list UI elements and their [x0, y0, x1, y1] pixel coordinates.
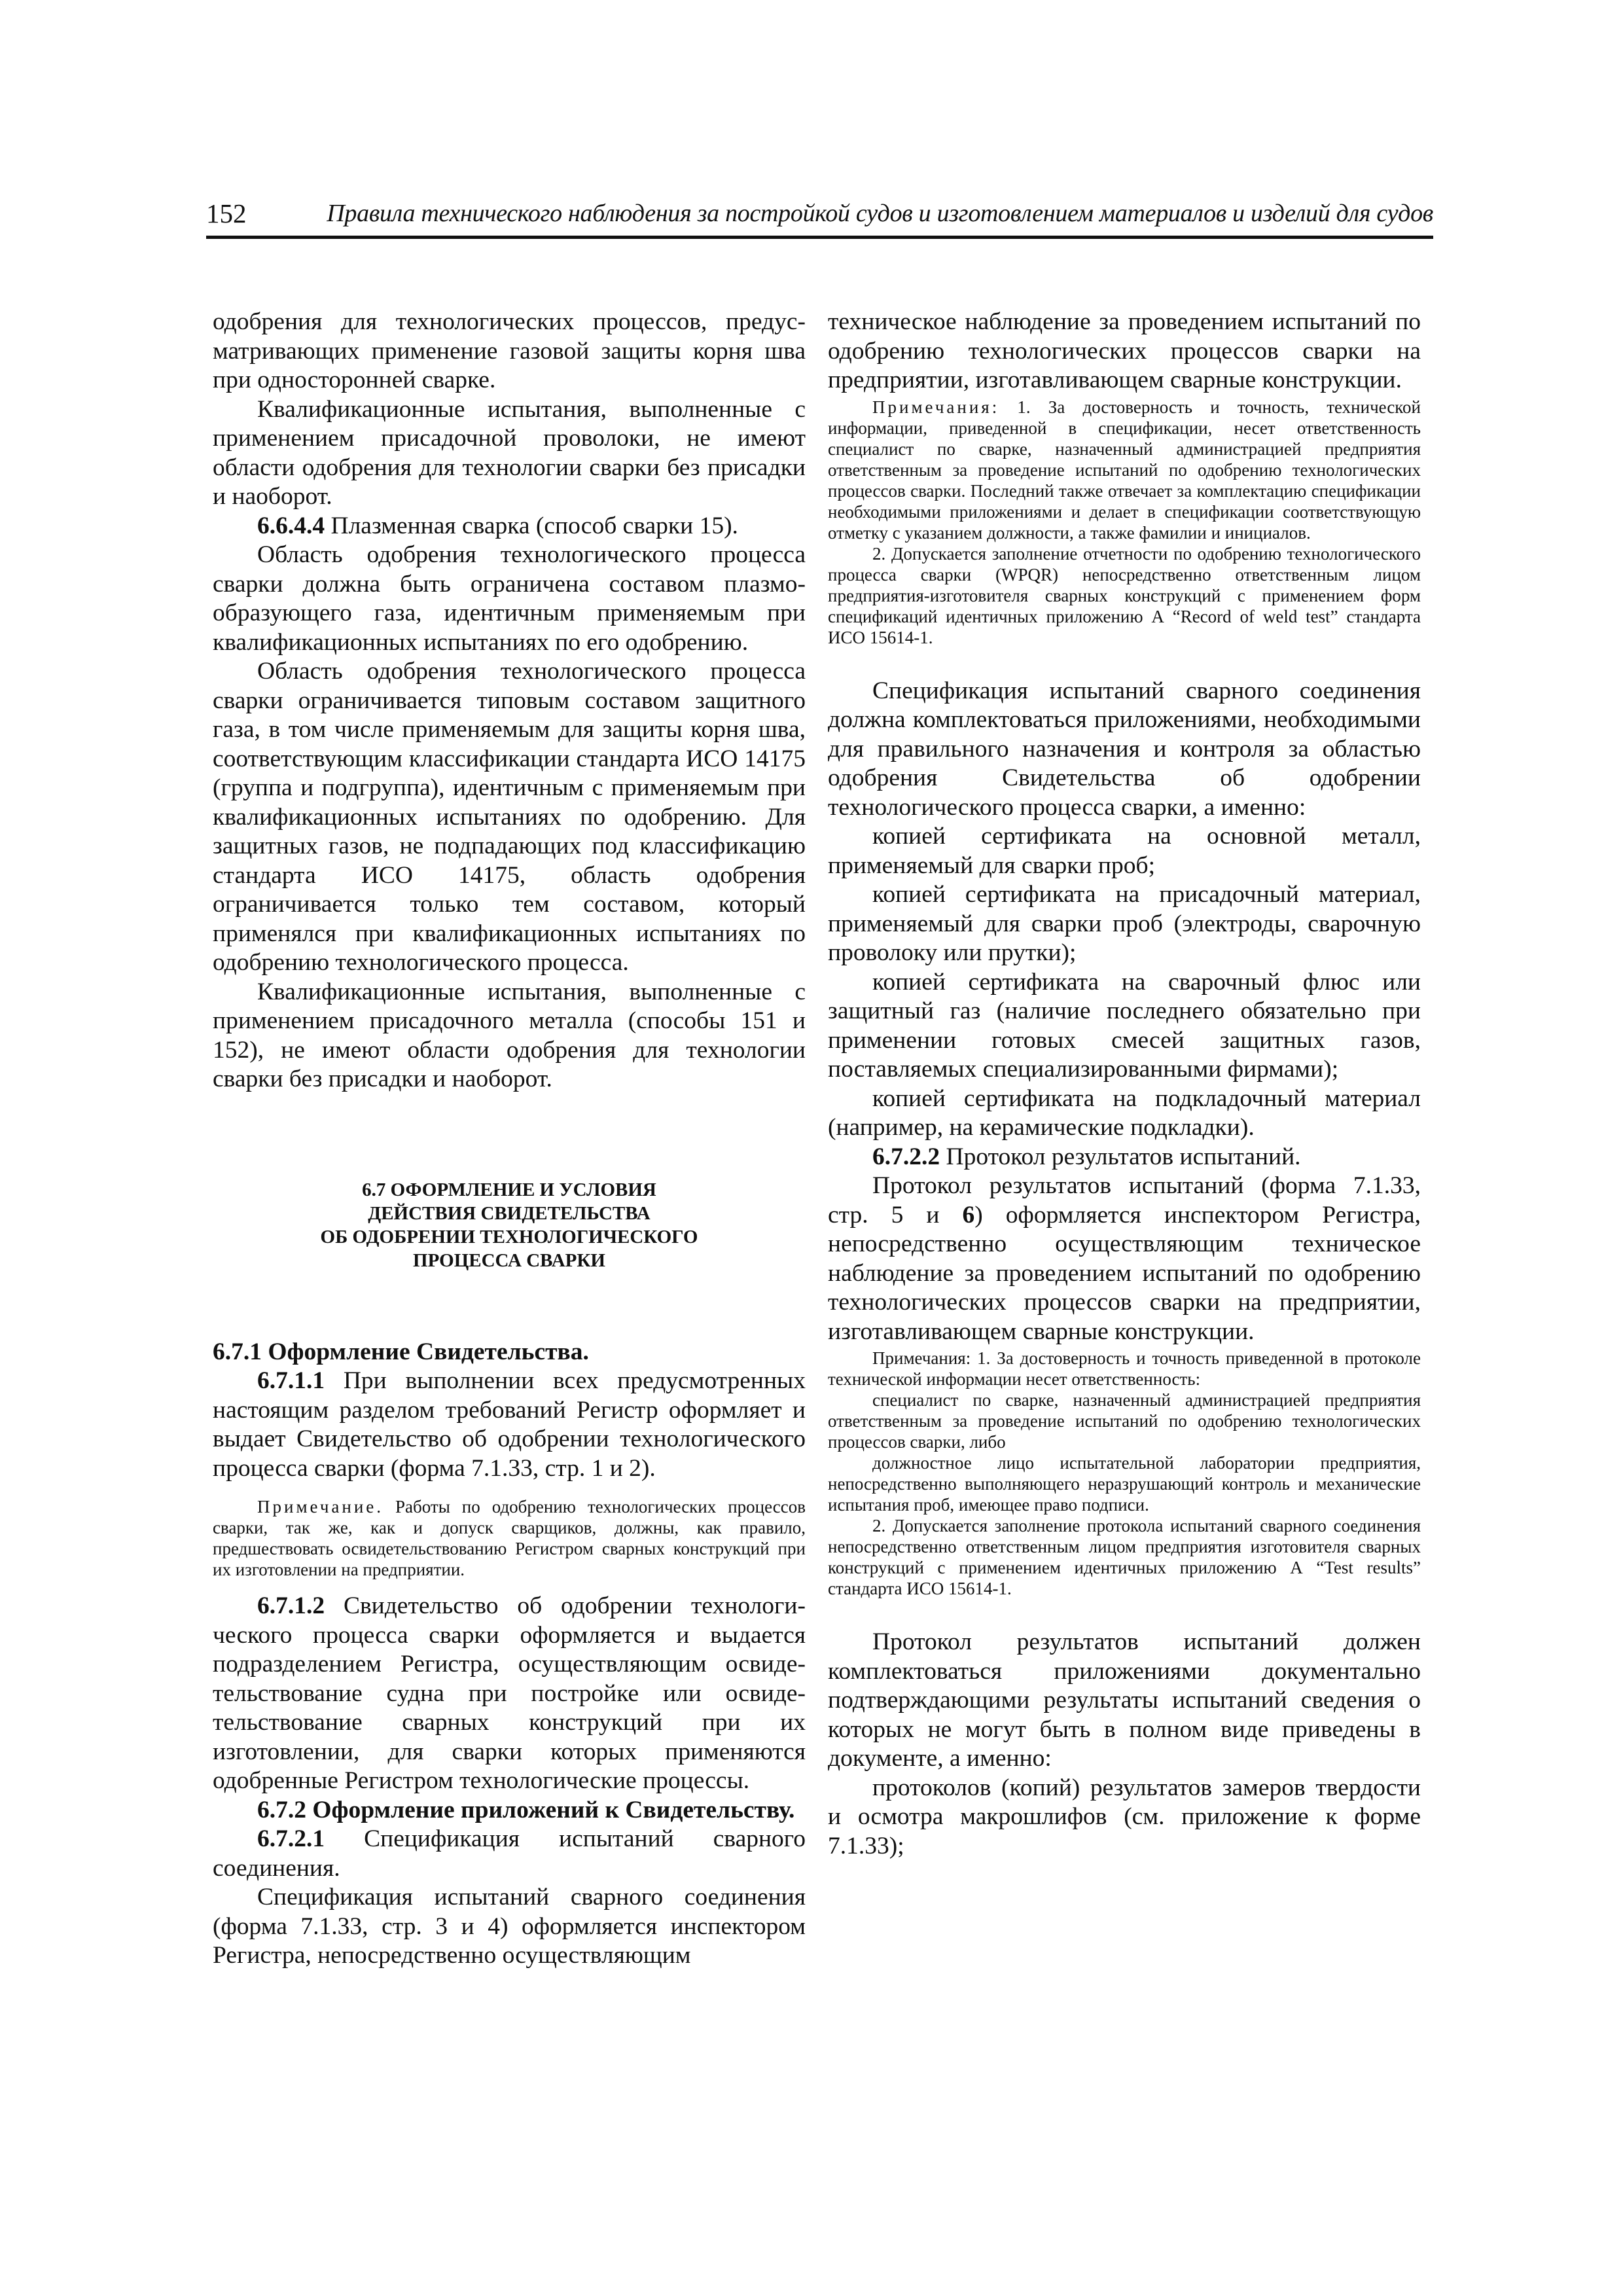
paragraph: Область одобрения технологического процесса сварки ограничивается типовым составом защитного газа, в том числе применяемым для защиты корня шва, соответствующим классификации стандарта ИСО 14175 (группа и подгруппа), идентичным с применяемым при квалификационных испытаниях по одобрению. Для защитных газов, не подпадающих под классификацию стандарта ИСО 14175, область одобрения ограничивается только тем составом, который применялся при квалификационных испытаниях по одобрению технологического процесса. [213, 658, 806, 976]
paragraph: одобрения для технологических процессов, предусматривающих применение газовой защиты корня шва при односторонней сварке. [213, 308, 806, 393]
list-item: копией сертификата на подкладочный материал (например, на керамические подкладки). [828, 1085, 1421, 1141]
clause-number: 6.7.2.2 [872, 1143, 940, 1170]
paragraph: Протокол результатов испытаний (форма 7.1.33, стр. 5 и 6) оформляется инспектором Регистра, непосредственно осуществляющим техническое наблюдение за проведением испытаний по одобрению технологических процессов сварки на предприятии, изготавливающем сварные конструкции. [828, 1172, 1421, 1345]
note: специалист по сварке, назначенный администрацией предприятия ответственным за проведение испытаний по одобрению технологических процессов сварки, либо [828, 1390, 1421, 1452]
clause-6-6-4-4: 6.6.4.4 Плазменная сварка (способ сварки 15). [257, 512, 738, 539]
paragraph: Спецификация испытаний сварного соединения (форма 7.1.33, стр. 3 и 4) оформляется инспектором Регистра, непосредственно осуществляющим [213, 1884, 806, 1969]
page-number: 152 [206, 198, 247, 228]
note: должностное лицо испытательной лаборатории предприятия, непосредственно выполняющего неразрушающий контроль и механические испытания проб, имеющее право подписи. [828, 1453, 1421, 1515]
clause-number: 6.7.2.1 [257, 1825, 325, 1852]
paragraph: Квалификационные испытания, выполненные с применением присадочной проволоки, не имеют области одобрения для технологии сварки без присадки и наоборот. [213, 395, 806, 510]
note: 2. Допускается заполнение отчетности по одобрению технологического процесса сварки (WPQR) непосредственно ответственным лицом предприятия-изготовителя сварных конструкций с применением форм спецификаций идентичных приложению А “Record of weld test” стандарта ИСО 15614-1. [828, 543, 1421, 647]
clause-number: 6.6.4.4 [257, 512, 325, 539]
subsection-heading: 6.7.1 Оформление Свидетельства. [213, 1338, 589, 1365]
clause-6-7-2-2: 6.7.2.2 Протокол результатов испытаний. [872, 1143, 1301, 1170]
clause-number: 6.7.1.1 [257, 1367, 325, 1394]
clause-6-7-1-1: 6.7.1.1 При выполнении всех предусмотренных настоящим разделом требований Регистр оформляет и выдает Свидетельство об одобрении технологического процесса сварки (форма 7.1.33, стр. 1 и 2). [213, 1367, 806, 1482]
right-column [828, 308, 1421, 1861]
paragraph: Протокол результатов испытаний должен комплектоваться приложениями документально подтверждающими результаты испытаний сведения о которых не могут быть в полном виде приведены в документе, а именно: [828, 1628, 1421, 1772]
running-title: Правила технического наблюдения за постройкой судов и изготовлением материалов и изделий для судов [327, 200, 1433, 227]
paragraph: Квалификационные испытания, выполненные с применением присадочного металла (способы 151 и 152), не имеют области одобрения для технологии сварки без присадки и наоборот. [213, 978, 806, 1092]
note: Примечание. Работы по одобрению технологических процессов сварки, так же, как и допуск сварщиков, должны, как правило, предшествовать освидетельствованию Регистром сварных конструкций при их изготовлении на предприятии. [213, 1497, 806, 1579]
subsection-heading: 6.7.2 Оформление приложений к Свидетельству. [257, 1796, 795, 1823]
list-item: копией сертификата на основной металл, применяемый для сварки проб; [828, 823, 1421, 879]
section-title: 6.7 ОФОРМЛЕНИЕ И УСЛОВИЯ ДЕЙСТВИЯ СВИДЕТЕЛЬСТВА ОБ ОДОБРЕНИИ ТЕХНОЛОГИЧЕСКОГО ПРОЦЕССА СВАРКИ [320, 1179, 698, 1271]
list-item: протоколов (копий) результатов замеров твердости и осмотра макрошлифов (см. приложение к форме 7.1.33); [828, 1774, 1421, 1859]
left-column [213, 308, 806, 1971]
note: Примечания: 1. За достоверность и точность приведенной в протоколе технической информации несет ответственность: [828, 1348, 1421, 1389]
note-label: Примечание. [257, 1497, 384, 1516]
paragraph: техническое наблюдение за проведением испытаний по одобрению технологических процессов сварки на предприятии, изготавливающем сварные конструкции. [828, 308, 1421, 393]
note: 2. Допускается заполнение протокола испытаний сварного соединения непосредственно ответственным лицом предприятия изготовителя сварных конструкций с применением идентичных приложению А “Test results” стандарта ИСО 15614-1. [828, 1516, 1421, 1598]
list-item: копией сертификата на сварочный флюс или защитный газ (наличие последнего обязательно при применении готовых смесей защитных газов, поставляемых специализированными фирмами); [828, 968, 1421, 1083]
clause-6-7-1-2: 6.7.1.2 Свидетельство об одобрении технологического процесса сварки оформляется и выдается подразделением Регистра, осуществляющим освидетельствование судна при постройке или освидетельствование сварных конструкций при их изготовлении, для сварки которых применяются одобренные Регистром технологические процессы. [213, 1592, 806, 1794]
note: Примечания: 1. За достоверность и точность, технической информации, приведенной в спецификации, несет ответственность специалист по сварке, назначенный администрацией предприятия ответственным за проведение испытаний по одобрению технологических процессов сварки. Последний также отвечает за комплектацию спецификации необходимыми приложениями и делает в спецификации соответствующую отметку с указанием должности, а также фамилии и инициалов. [828, 397, 1421, 543]
list-item: копией сертификата на присадочный материал, применяемый для сварки проб (электроды, сварочную проволоку или прутки); [828, 881, 1421, 966]
clause-6-7-2-1: 6.7.2.1 Спецификация испытаний сварного соединения. [213, 1825, 806, 1882]
note-label: Примечания: [872, 397, 1000, 417]
clause-number: 6.7.1.2 [257, 1592, 325, 1619]
paragraph: Спецификация испытаний сварного соединения должна комплектоваться приложениями, необходимыми для правильного назначения и контроля за областью одобрения Свидетельства об одобрении технологического процесса сварки, а именно: [828, 677, 1421, 821]
paragraph: Область одобрения технологического процесса сварки должна быть ограничена составом плазмообразующего газа, идентичным применяемым при квалификационных испытаниях по его одобрению. [213, 541, 806, 656]
page-header [206, 195, 1433, 239]
